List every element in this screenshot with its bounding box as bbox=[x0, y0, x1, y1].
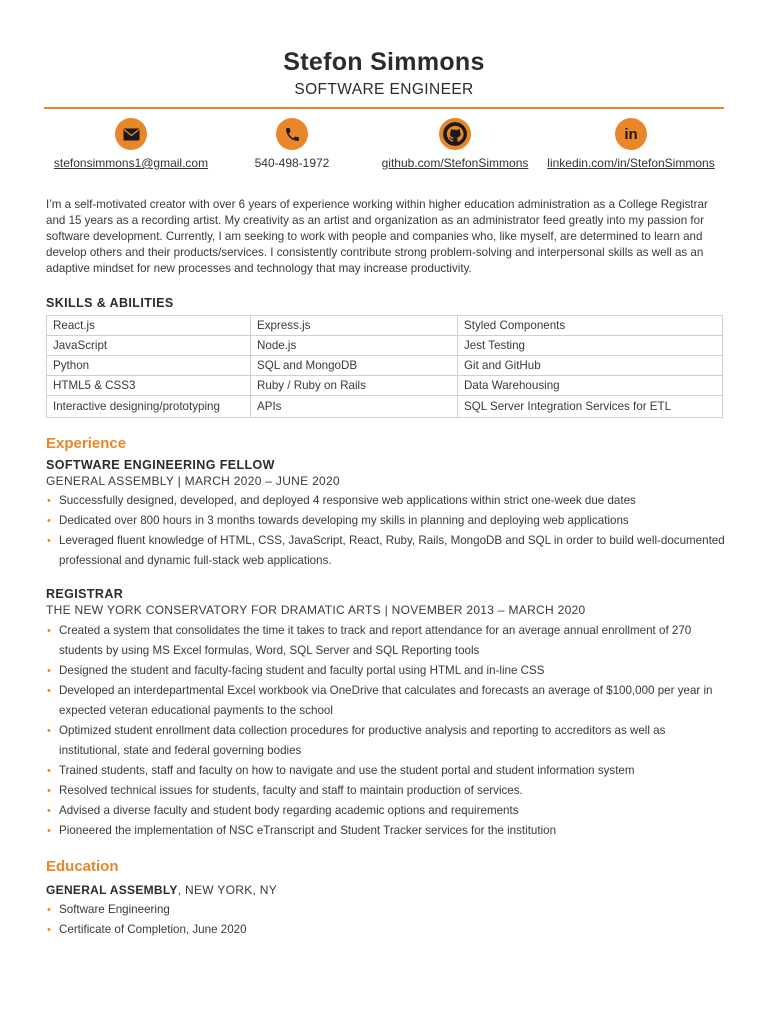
bullet-icon: • bbox=[47, 535, 51, 547]
table-row bbox=[47, 336, 723, 356]
phone-number: 540-498-1972 bbox=[254, 156, 330, 170]
bullet-icon: • bbox=[47, 924, 51, 936]
bullet-icon: • bbox=[47, 685, 51, 697]
profile-summary: I’m a self-motivated creator with over 6 years of experience working within higher education administration as a College Registrar and 15 years as a recording artist. My creativity as an artist and organization as an administrator feed greatly into my passion for software development. Currently, I am seeking to work with people and companies who, like myself, are determined to learn and develop others and their products/services. I consistently contribute strong problem-solving and interpersonal skills as well as an adaptive mindset for new processes and technology that may increase productivity. bbox=[46, 198, 708, 275]
skill-cell: Express.js bbox=[251, 316, 458, 336]
resume-job-title: SOFTWARE ENGINEER bbox=[294, 81, 474, 98]
skill-cell: Interactive designing/prototyping bbox=[47, 396, 251, 418]
email-icon bbox=[115, 118, 147, 150]
bullet-icon: • bbox=[47, 625, 51, 637]
list-item: • Designed the student and faculty-facing student and faculty portal using HTML and in-line CSS bbox=[46, 661, 726, 681]
list-item: • Pioneered the implementation of NSC eTranscript and Student Tracker services for the institution bbox=[46, 821, 726, 841]
skill-cell: APIs bbox=[251, 396, 458, 418]
skills-table bbox=[46, 315, 723, 418]
table-row bbox=[47, 356, 723, 376]
github-link[interactable]: github.com/StefonSimmons bbox=[381, 156, 529, 170]
skills-heading: SKILLS & ABILITIES bbox=[46, 296, 174, 310]
skill-cell: Data Warehousing bbox=[458, 376, 723, 396]
list-item: • Certificate of Completion, June 2020 bbox=[46, 920, 726, 940]
resume-name: Stefon Simmons bbox=[283, 48, 485, 76]
job-bullets bbox=[46, 491, 726, 571]
contact-phone bbox=[232, 118, 352, 170]
experience-heading: Experience bbox=[46, 435, 127, 452]
skill-cell: Jest Testing bbox=[458, 336, 723, 356]
skill-cell: React.js bbox=[47, 316, 251, 336]
skill-cell: Node.js bbox=[251, 336, 458, 356]
job-title: REGISTRAR bbox=[46, 587, 124, 601]
list-item: • Optimized student enrollment data collection procedures for productive analysis and reporting to accreditors as well as institutional, state and federal governing bodies bbox=[46, 721, 726, 761]
education-school bbox=[46, 883, 277, 897]
job-subtitle: GENERAL ASSEMBLY | MARCH 2020 – JUNE 2020 bbox=[46, 474, 340, 488]
bullet-icon: • bbox=[47, 904, 51, 916]
list-item: • Successfully designed, developed, and deployed 4 responsive web applications within strict one-week due dates bbox=[46, 491, 726, 511]
table-row bbox=[47, 376, 723, 396]
table-row bbox=[47, 396, 723, 418]
school-location: , NEW YORK, NY bbox=[177, 883, 278, 897]
skill-cell: JavaScript bbox=[47, 336, 251, 356]
list-item: • Trained students, staff and faculty on how to navigate and use the student portal and student information system bbox=[46, 761, 726, 781]
table-row bbox=[47, 316, 723, 336]
linkedin-icon: in bbox=[615, 118, 647, 150]
list-item: • Leveraged fluent knowledge of HTML, CSS, JavaScript, React, Ruby, Rails, MongoDB and SQL in order to build well-documented professional and dynamic full-stack web applications. bbox=[46, 531, 726, 571]
phone-icon bbox=[276, 118, 308, 150]
header-divider bbox=[44, 107, 724, 109]
job-subtitle: THE NEW YORK CONSERVATORY FOR DRAMATIC ARTS | NOVEMBER 2013 – MARCH 2020 bbox=[46, 603, 586, 617]
bullet-icon: • bbox=[47, 765, 51, 777]
linkedin-link[interactable]: linkedin.com/in/StefonSimmons bbox=[547, 156, 715, 170]
contact-github bbox=[374, 118, 536, 170]
skill-cell: HTML5 & CSS3 bbox=[47, 376, 251, 396]
bullet-icon: • bbox=[47, 725, 51, 737]
list-item: • Dedicated over 800 hours in 3 months towards developing my skills in planning and deploying web applications bbox=[46, 511, 726, 531]
github-icon bbox=[439, 118, 471, 150]
list-item: • Advised a diverse faculty and student body regarding academic options and requirements bbox=[46, 801, 726, 821]
list-item: • Created a system that consolidates the time it takes to track and report attendance for an average annual enrollment of 270 students by using MS Excel formulas, Word, SQL Server and SQL Reporting tools bbox=[46, 621, 726, 661]
list-item: • Developed an interdepartmental Excel workbook via OneDrive that calculates and forecasts an average of $100,000 per year in expected veteran educational payments to the school bbox=[46, 681, 726, 721]
education-heading: Education bbox=[46, 858, 119, 875]
list-item: • Resolved technical issues for students, faculty and staff to maintain production of services. bbox=[46, 781, 726, 801]
skill-cell: Ruby / Ruby on Rails bbox=[251, 376, 458, 396]
skill-cell: SQL Server Integration Services for ETL bbox=[458, 396, 723, 418]
skill-cell: Styled Components bbox=[458, 316, 723, 336]
bullet-icon: • bbox=[47, 825, 51, 837]
bullet-icon: • bbox=[47, 495, 51, 507]
job-title: SOFTWARE ENGINEERING FELLOW bbox=[46, 458, 275, 472]
skill-cell: Git and GitHub bbox=[458, 356, 723, 376]
job-bullets bbox=[46, 621, 726, 841]
contact-linkedin bbox=[540, 118, 722, 170]
bullet-icon: • bbox=[47, 805, 51, 817]
email-link[interactable]: stefonsimmons1@gmail.com bbox=[53, 156, 209, 170]
contact-email bbox=[52, 118, 210, 170]
skill-cell: Python bbox=[47, 356, 251, 376]
list-item: • Software Engineering bbox=[46, 900, 726, 920]
bullet-icon: • bbox=[47, 665, 51, 677]
skill-cell: SQL and MongoDB bbox=[251, 356, 458, 376]
school-name: GENERAL ASSEMBLY bbox=[46, 883, 178, 897]
bullet-icon: • bbox=[47, 515, 51, 527]
bullet-icon: • bbox=[47, 785, 51, 797]
education-bullets bbox=[46, 900, 726, 940]
